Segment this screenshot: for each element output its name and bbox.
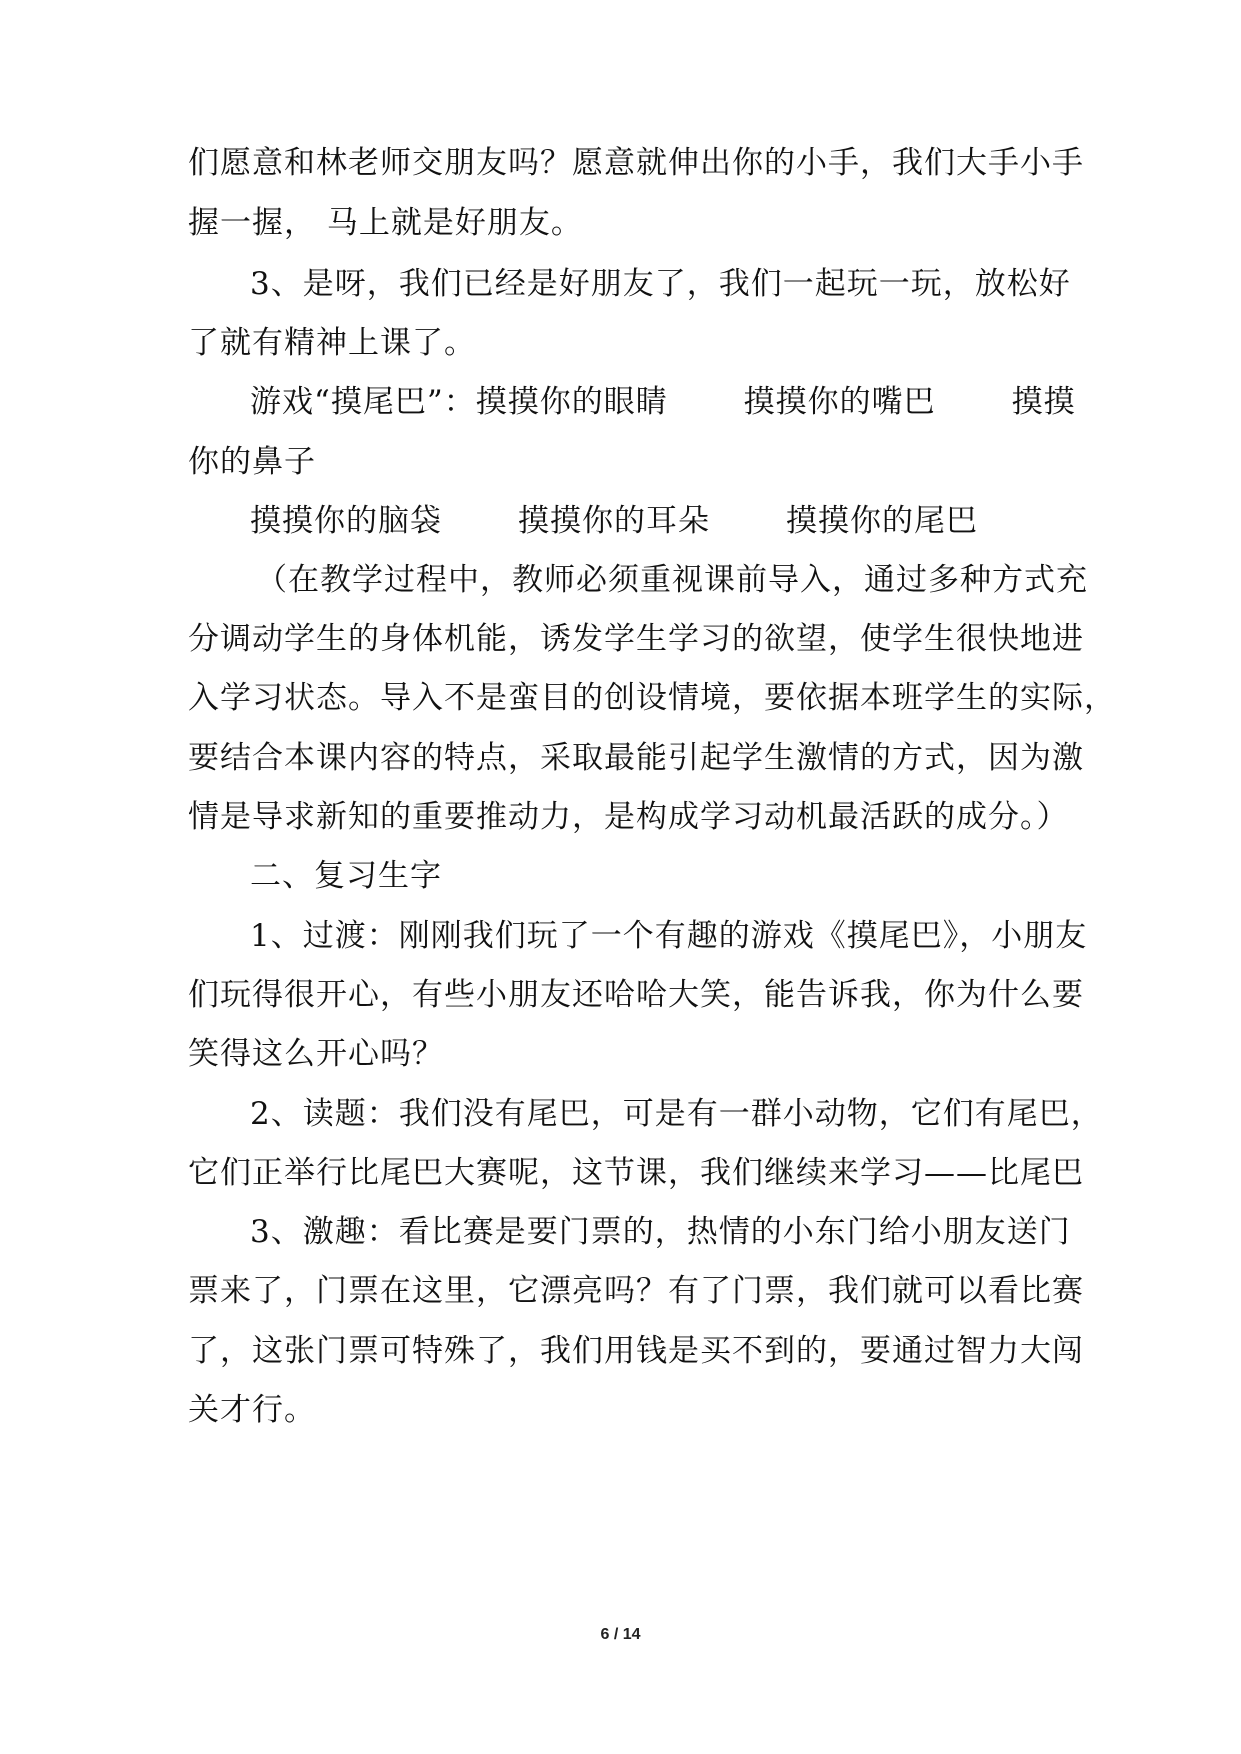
paragraph-line: 你的鼻子 — [188, 444, 316, 480]
paragraph-line: 们愿意和林老师交朋友吗？愿意就伸出你的小手，我们大手小手 — [188, 145, 1084, 181]
paragraph-line: 3、激趣：看比赛是要门票的，热情的小东门给小朋友送门 — [250, 1214, 1071, 1250]
paragraph-line: 摸摸你的脑袋 摸摸你的耳朵 摸摸你的尾巴 — [250, 503, 978, 539]
paragraph-line: 它们正举行比尾巴大赛呢，这节课，我们继续来学习——比尾巴 — [188, 1155, 1084, 1191]
paragraph-line: （在教学过程中，教师必须重视课前导入，通过多种方式充 — [256, 562, 1088, 598]
paragraph-line: 笑得这么开心吗？ — [188, 1036, 444, 1072]
section-heading: 二、复习生字 — [250, 858, 442, 894]
paragraph-line: 了，这张门票可特殊了，我们用钱是买不到的，要通过智力大闯 — [188, 1333, 1084, 1369]
paragraph-line: 了就有精神上课了。 — [188, 325, 476, 361]
paragraph-line: 要结合本课内容的特点，采取最能引起学生激情的方式，因为激 — [188, 740, 1084, 776]
paragraph-line: 分调动学生的身体机能，诱发学生学习的欲望，使学生很快地进 — [188, 621, 1084, 657]
paragraph-line: 1、过渡：刚刚我们玩了一个有趣的游戏《摸尾巴》，小朋友 — [250, 918, 1088, 954]
paragraph-line: 3、是呀，我们已经是好朋友了，我们一起玩一玩，放松好 — [250, 266, 1071, 302]
page-number: 6 / 14 — [600, 1626, 641, 1643]
paragraph-line: 握一握， 马上就是好朋友。 — [188, 205, 583, 241]
paragraph-line: 情是导求新知的重要推动力，是构成学习动机最活跃的成分。） — [188, 799, 1069, 835]
paragraph-line: 们玩得很开心，有些小朋友还哈哈大笑，能告诉我，你为什么要 — [188, 977, 1084, 1013]
paragraph-line: 入学习状态。导入不是蛮目的创设情境，要依据本班学生的实际， — [188, 680, 1116, 716]
paragraph-line: 票来了，门票在这里，它漂亮吗？有了门票，我们就可以看比赛 — [188, 1273, 1084, 1309]
paragraph-line: 关才行。 — [188, 1392, 316, 1428]
paragraph-line: 游戏“摸尾巴”：摸摸你的眼睛 摸摸你的嘴巴 摸摸 — [250, 384, 1076, 420]
paragraph-line: 2、读题：我们没有尾巴，可是有一群小动物，它们有尾巴， — [250, 1096, 1103, 1132]
